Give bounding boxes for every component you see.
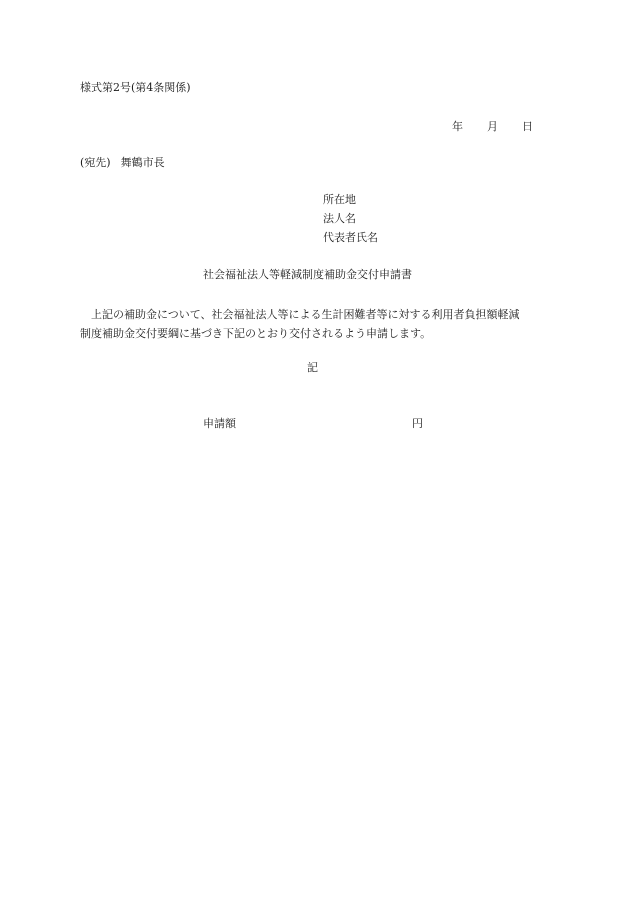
date-month-label: 月 (487, 120, 498, 133)
form-number: 様式第2号(第4条関係) (80, 81, 191, 94)
body-line: 上記の補助金について、社会福祉法人等による生計困難者等に対する利用者負担額軽減 (91, 308, 520, 321)
amount-label: 申請額 (203, 417, 236, 430)
addressee-prefix: (宛先) (80, 156, 111, 169)
applicant-corporation-label: 法人名 (323, 212, 356, 225)
date-year-label: 年 (452, 120, 463, 133)
date-line (452, 121, 533, 132)
date-day-label: 日 (522, 120, 533, 133)
applicant-representative-label: 代表者氏名 (323, 231, 378, 244)
addressee (80, 157, 165, 168)
body-line: 制度補助金交付要綱に基づき下記のとおり交付されるよう申請します。 (80, 327, 432, 340)
addressee-name: 舞鶴市長 (120, 156, 165, 169)
record-heading: 記 (307, 361, 318, 374)
document-title: 社会福祉法人等軽減制度補助金交付申請書 (203, 268, 412, 281)
amount-unit: 円 (412, 417, 423, 430)
applicant-address-label: 所在地 (323, 193, 356, 206)
applicant-block (323, 194, 378, 251)
document-body (80, 305, 556, 343)
